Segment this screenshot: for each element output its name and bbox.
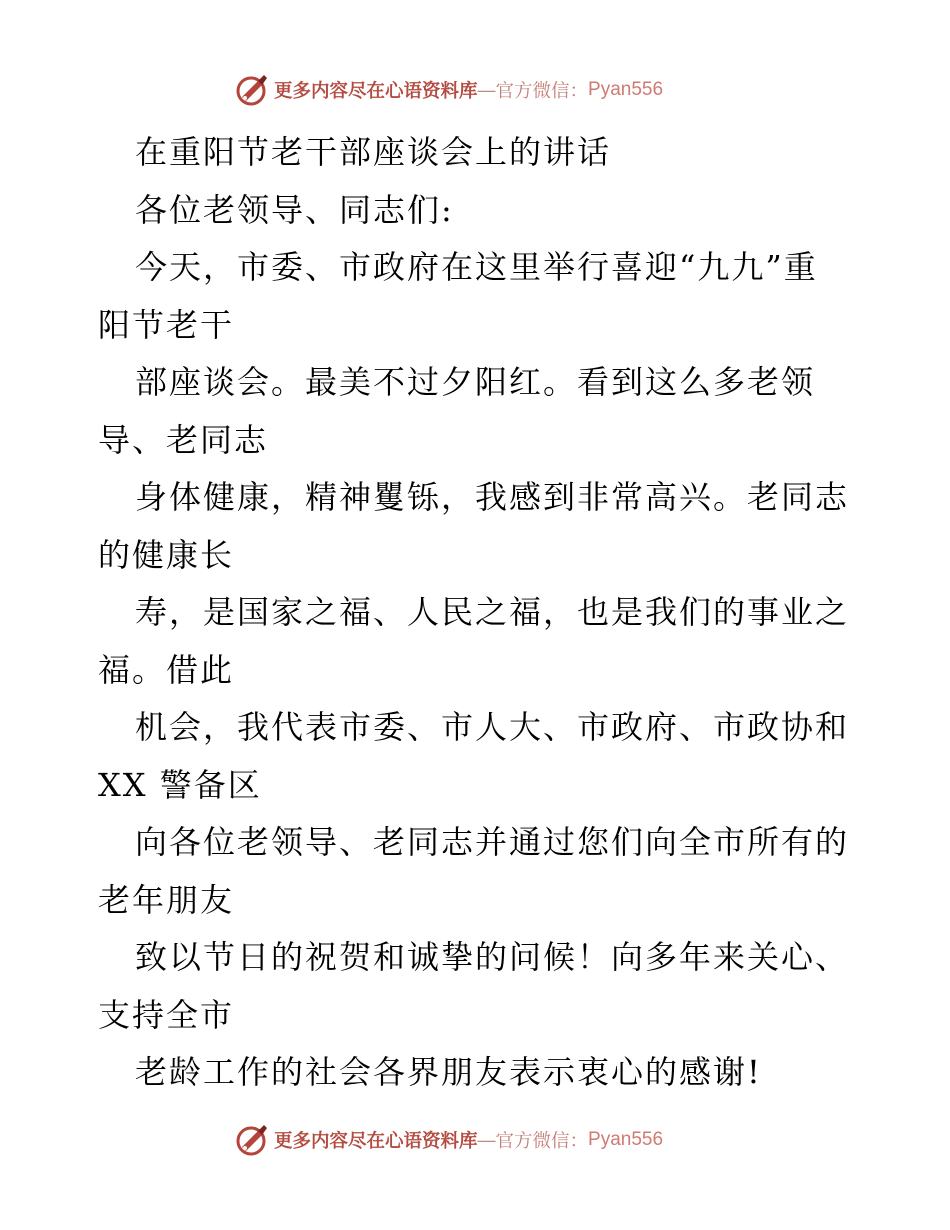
paragraph-line: 导、老同志 (98, 420, 269, 459)
paragraph-line: 老龄工作的社会各界朋友表示衷心的感谢! (135, 1053, 762, 1091)
watermark-site-text: 更多内容尽在心语资料库 (274, 81, 478, 102)
paragraph-line: 支持全市 (98, 995, 235, 1034)
paragraph-line: 寿，是国家之福、人民之福，也是我们的事业之 (135, 593, 850, 631)
paragraph-line: 向各位老领导、老同志并通过您们向全市所有的 (135, 823, 850, 861)
paragraph-line: 的健康长 (98, 535, 235, 574)
watermark-official-label: 官方微信： (495, 1131, 589, 1152)
watermark-site-text: 更多内容尽在心语资料库 (274, 1131, 478, 1152)
watermark-official-label: 官方微信： (495, 81, 589, 102)
pen-logo-icon (234, 1122, 270, 1158)
paragraph-line: XX 警备区 (98, 765, 262, 804)
paragraph-line: 今天，市委、市政府在这里举行喜迎“九九”重 (135, 248, 818, 286)
watermark-footer (234, 1122, 663, 1158)
watermark-separator: — (477, 79, 496, 100)
salutation: 各位老领导、同志们: (135, 190, 454, 229)
paragraph-line: 阳节老干 (98, 305, 235, 344)
watermark-header (234, 72, 663, 108)
paragraph-line: 致以节日的祝贺和诚挚的问候！向多年来关心、 (135, 938, 850, 976)
paragraph-line: 部座谈会。最美不过夕阳红。看到这么多老领 (135, 363, 816, 401)
paragraph-line: 身体健康，精神矍铄，我感到非常高兴。老同志 (135, 478, 850, 516)
document-body (98, 124, 858, 1102)
document-title: 在重阳节老干部座谈会上的讲话 (135, 133, 612, 171)
watermark-wechat-id: Pyan556 (588, 1129, 664, 1150)
paragraph-line: 福。借此 (98, 650, 235, 689)
paragraph-line: 老年朋友 (98, 880, 235, 919)
paragraph-line: 机会，我代表市委、市人大、市政府、市政协和 (135, 708, 850, 746)
watermark-separator: — (477, 1129, 496, 1150)
pen-logo-icon (234, 72, 270, 108)
watermark-wechat-id: Pyan556 (588, 79, 664, 100)
